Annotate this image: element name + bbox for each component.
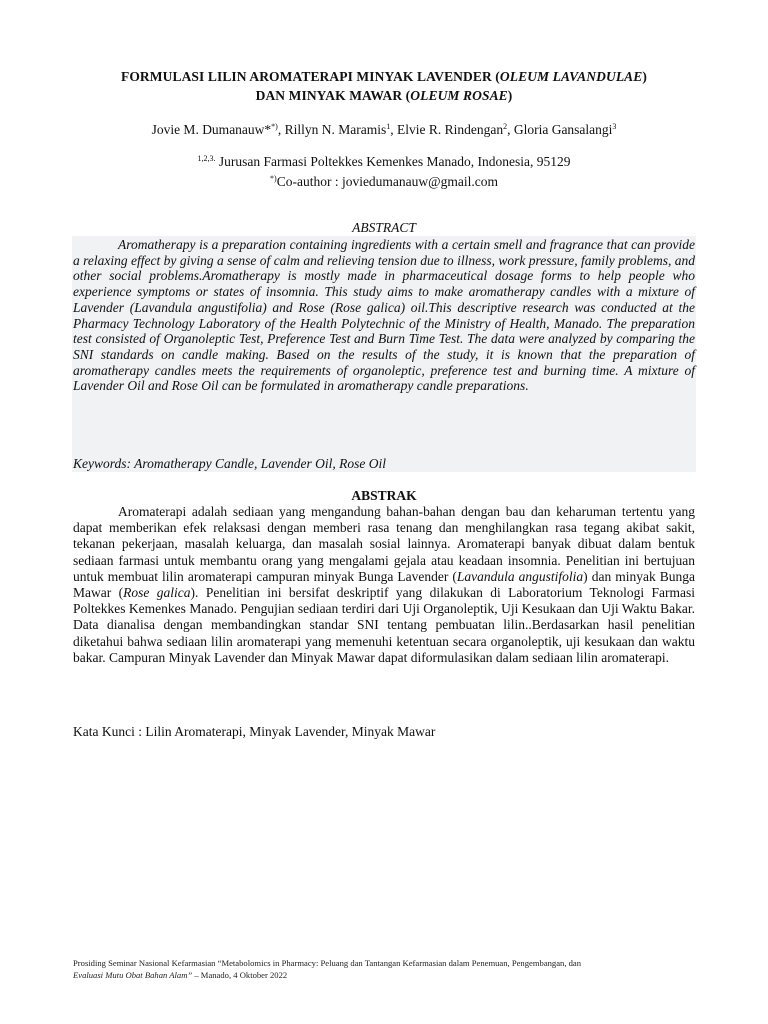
abstrak-text-1: Aromaterapi adalah sediaan yang mengandung bahan-bahan dengan bau dan keharuman tertentu yang dapat memberikan efek relaksasi dengan memberi rasa tenang dan menghilangkan rasa tegang akibat sakit, tekanan pekerjaan, masalah keluarga, dan masalah sosial lainnya. Aromaterapi banyak dibuat dalam bentuk sediaan farmasi untuk membantu orang yang mengalami gejala atau keadaan insomnia. Penelitian ini bertujuan untuk membuat lilin aromaterapi campuran minyak Bunga Lavender ( [73, 504, 695, 584]
abstract-keywords: Keywords: Aromatherapy Candle, Lavender Oil, Rose Oil [73, 456, 386, 471]
abstrak-italic-1: Lavandula angustifolia [456, 568, 584, 584]
title-line-2 [60, 86, 708, 105]
author-sup: 1 [386, 122, 391, 131]
title-text-3: DAN MINYAK MAWAR ( [255, 88, 411, 103]
affiliation-sup: 1,2,3. [197, 154, 216, 163]
title-text-4: ) [507, 88, 513, 103]
author-name: Jovie M. Dumanauw* [151, 122, 272, 137]
author-sup: 3 [612, 122, 617, 131]
title-latin-2: OLEUM ROSAE [410, 88, 508, 103]
footer-date: – Manado, 4 Oktober 2022 [192, 969, 288, 980]
abstrak-text-2: ) dan minyak Bunga Mawar ( [73, 568, 695, 601]
author-name: , Elvie R. Rindengan [390, 122, 504, 137]
abstract-text: Aromatherapy is a preparation containing ingredients with a certain smell and fragrance that can provide a relaxing effect by giving a sense of calm and relieving tension due to illness, work pressure, family problems, and other social problems.Aromatherapy is mostly made in pharmaceutical dosage forms to help people who experience symptoms or states of insomnia. This study aims to make aromatherapy candles with a mixture of Lavender (Lavandula angustifolia) and Rose (Rose galica) oil.This descriptive research was conducted at the Pharmacy Technology Laboratory of the Health Polytechnic of the Ministry of Health, Manado. The preparation test consisted of Organoleptic Test, Preference Test and Burn Time Test. The data were analyzed by comparing the SNI standards on candle making. Based on the results of the study, it is known that the preparation of aromatherapy candles meets the requirements of organoleptic, preference test and burning time. A mixture of Lavender Oil and Rose Oil can be formulated in aromatherapy candle preparations. [73, 237, 695, 394]
author-list [40, 118, 728, 139]
footer-line-1: Prosiding Seminar Nasional Kefarmasian “Metabolomics in Pharmacy: Peluang dan Tantangan Kefarmasian dalam Penemuan, Pengembangan, dan [73, 958, 582, 968]
abstrak-italic-2: Rose galica [123, 585, 191, 601]
author-sup: 2 [503, 122, 508, 131]
title-text-2: ) [642, 69, 648, 84]
affiliation-text: Jurusan Farmasi Poltekkes Kemenkes Manado, Indonesia, 95129 [215, 154, 571, 169]
author-sup: *) [271, 122, 278, 131]
coauthor-sup: *) [270, 174, 277, 183]
abstract-heading: ABSTRACT [352, 220, 416, 235]
page-footer [73, 958, 713, 981]
author-name: , Rillyn N. Maramis [277, 122, 387, 137]
affiliation-block [40, 150, 728, 190]
title-line-1 [60, 67, 708, 86]
affiliation-line [40, 150, 728, 170]
abstrak-heading: ABSTRAK [351, 488, 417, 503]
title-latin-1: OLEUM LAVANDULAE [499, 69, 643, 84]
title-text-1: FORMULASI LILIN AROMATERAPI MINYAK LAVENDER ( [120, 69, 500, 84]
abstract-body [73, 237, 695, 394]
abstrak-keywords: Kata Kunci : Lilin Aromaterapi, Minyak Lavender, Minyak Mawar [73, 724, 436, 739]
abstrak-body [73, 504, 695, 666]
footer-italic: Evaluasi Mutu Obat Bahan Alam” [73, 969, 193, 980]
author-name: , Gloria Gansalangi [507, 122, 613, 137]
abstrak-text-3: ). Penelitian ini bersifat deskriptif yang dilakukan di Laboratorium Teknologi Farmasi Poltekkes Kemenkes Manado. Pengujian sediaan terdiri dari Uji Organoleptik, Uji Kesukaan dan Uji Waktu Bakar. Data dianalisa dengan membandingkan standar SNI tentang pembuatan lilin..Berdasarkan hasil penelitian diketahui bahwa sediaan lilin aromaterapi yang memenuhi ketentuan secara organoleptik, uji kesukaan dan waktu bakar. Campuran Minyak Lavender dan Minyak Mawar dapat diformulasikan dalam sediaan lilin aromaterapi. [73, 585, 695, 665]
coauthor-email: Co-author : joviedumanauw@gmail.com [276, 174, 498, 189]
coauthor-line [40, 170, 728, 190]
paper-title [60, 67, 708, 105]
footer-line-2 [73, 970, 713, 982]
